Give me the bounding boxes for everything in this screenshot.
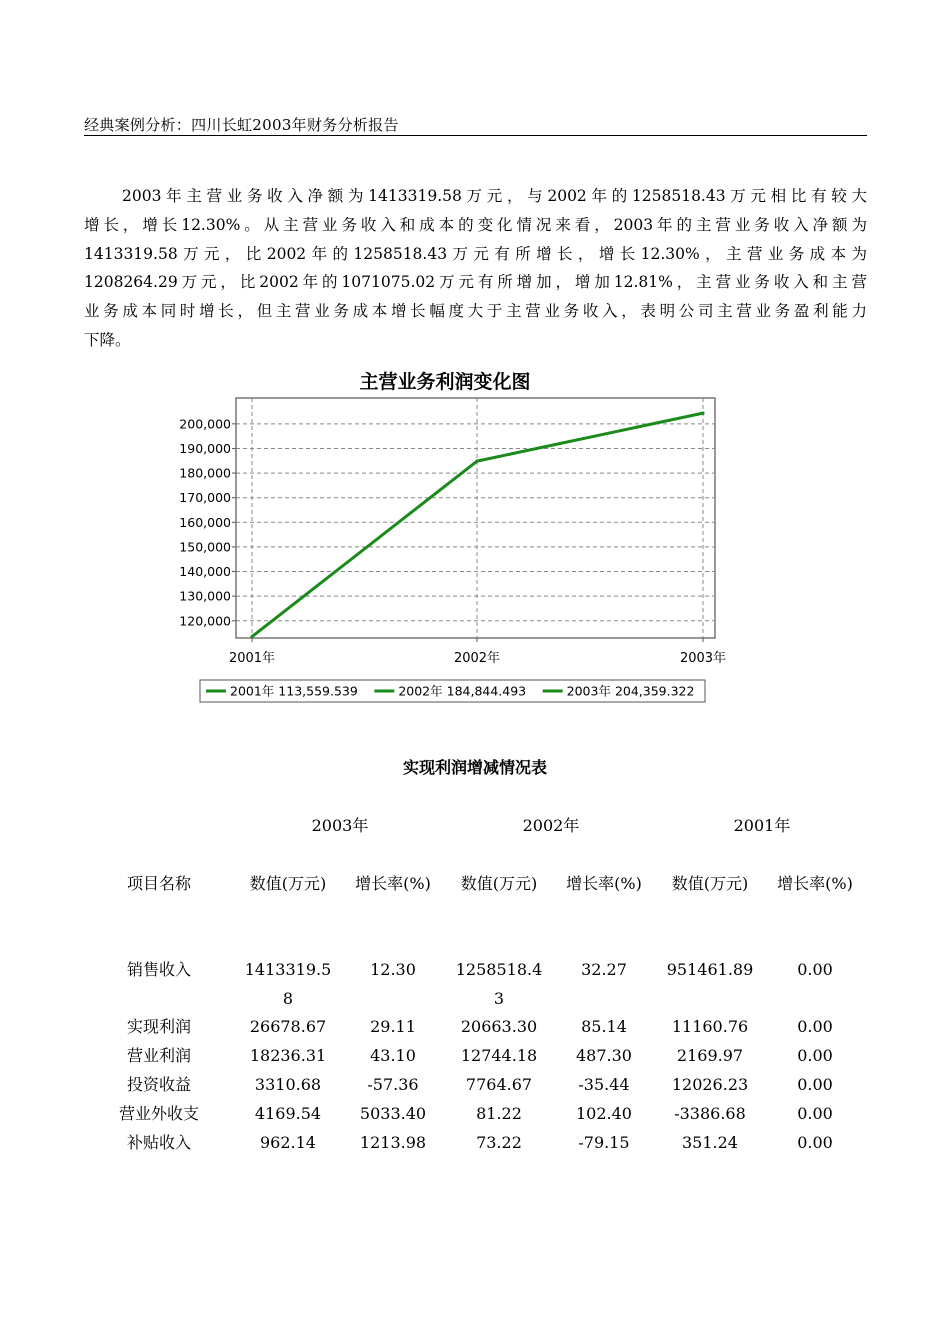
table-cell: 11160.76: [671, 1017, 749, 1036]
table-cell: 20663.30: [460, 1017, 538, 1036]
y-tick-label: 150,000: [179, 539, 231, 555]
table-cell: 1258518.43: [455, 960, 543, 1008]
legend-entry: 2001年 113,559.539: [230, 683, 358, 699]
table-cell-item: 实现利润: [126, 1017, 191, 1036]
table-cell: 0.00: [797, 1046, 833, 1065]
table-cell: 951461.89: [666, 960, 754, 979]
table-cell: 962.14: [260, 1133, 316, 1152]
y-tick-label: 130,000: [179, 588, 231, 604]
table-cell: -3386.68: [674, 1104, 746, 1123]
y-tick-label: 170,000: [179, 490, 231, 506]
y-tick-label: 200,000: [179, 416, 231, 432]
table-title: 实现利润增减情况表: [402, 758, 547, 777]
table-cell: 3310.68: [254, 1075, 322, 1094]
table-cell: 43.10: [370, 1046, 416, 1065]
y-tick-label: 160,000: [179, 514, 231, 530]
table-cell: 12026.23: [671, 1075, 749, 1094]
legend-entry: 2003年 204,359.322: [566, 683, 695, 699]
y-tick-label: 120,000: [179, 613, 231, 629]
table-cell: 29.11: [370, 1017, 416, 1036]
paragraph-line: 增长，增长12.30%。从主营业务收入和成本的变化情况来看，2003年的主营业务收入净额为: [84, 215, 867, 234]
header-divider: [84, 135, 867, 136]
table-cell: 1413319.58: [244, 960, 332, 1008]
table-cell: 0.00: [797, 1104, 833, 1123]
x-tick-label: 2003年: [679, 651, 727, 666]
table-cell: 85.14: [581, 1017, 627, 1036]
paragraph-line: 下降。: [84, 330, 131, 349]
y-tick-label: 180,000: [179, 465, 231, 481]
table-cell-item: 营业外收支: [118, 1104, 199, 1123]
table-cell: 18236.31: [249, 1046, 327, 1065]
table-cell: 102.40: [576, 1104, 632, 1123]
data-point: [701, 412, 704, 415]
table-cell-item: 营业利润: [126, 1046, 191, 1065]
paragraph-line: 业务成本同时增长，但主营业务成本增长幅度大于主营业务收入，表明公司主营业务盈利能力: [84, 302, 867, 321]
table-cell: 5033.40: [359, 1104, 427, 1123]
table-cell: 0.00: [797, 1075, 833, 1094]
column-header-growth: 增长率(%): [355, 874, 431, 893]
legend-entry: 2002年 184,844.493: [398, 683, 527, 699]
table-cell: 351.24: [682, 1133, 738, 1152]
table-cell: 12.30: [370, 960, 416, 979]
column-header-growth: 增长率(%): [566, 874, 642, 893]
plot-area: [236, 398, 715, 638]
analysis-paragraph: [84, 182, 867, 355]
table-cell: 487.30: [576, 1046, 632, 1065]
page-header-title: 经典案例分析：四川长虹2003年财务分析报告: [84, 116, 399, 134]
year-header-2003: 2003年: [311, 816, 369, 835]
chart-title: 主营业务利润变化图: [359, 371, 531, 393]
table-cell: 32.27: [581, 960, 627, 979]
table-cell-item: 投资收益: [126, 1075, 191, 1094]
data-point: [250, 635, 253, 638]
table-cell: 2169.97: [676, 1046, 744, 1065]
paragraph-line: 1413319.58万元，比2002年的1258518.43万元有所增长，增长12.30%，主营业务成本为: [84, 244, 867, 263]
column-header-growth: 增长率(%): [777, 874, 853, 893]
column-header-value: 数值(万元): [249, 874, 327, 893]
table-cell: 1213.98: [359, 1133, 427, 1152]
table-cell: 73.22: [476, 1133, 522, 1152]
paragraph-line: 1208264.29万元，比2002年的1071075.02万元有所增加，增加12.81%，主营业务收入和主营: [84, 273, 867, 292]
table-cell-item: 销售收入: [126, 960, 191, 979]
table-cell: 26678.67: [249, 1017, 327, 1036]
table-cell: 0.00: [797, 960, 833, 979]
profit-line-chart: [175, 360, 735, 710]
x-tick-label: 2001年: [228, 651, 276, 666]
column-header-value: 数值(万元): [671, 874, 749, 893]
table-cell: 12744.18: [460, 1046, 538, 1065]
x-tick-label: 2002年: [453, 651, 501, 666]
table-cell-item: 补贴收入: [126, 1133, 191, 1152]
column-header-item-name: 项目名称: [126, 874, 191, 893]
y-tick-label: 140,000: [179, 564, 231, 580]
column-header-value: 数值(万元): [460, 874, 538, 893]
paragraph-line: 2003年主营业务收入净额为1413319.58万元，与2002年的1258518.43万元相比有较大: [122, 187, 867, 205]
table-cell: 0.00: [797, 1017, 833, 1036]
year-header-2002: 2002年: [522, 816, 580, 835]
table-cell: 7764.67: [465, 1075, 533, 1094]
y-tick-label: 190,000: [179, 440, 231, 456]
table-cell: -57.36: [367, 1075, 419, 1094]
table-cell: -79.15: [578, 1133, 630, 1152]
table-cell: 81.22: [476, 1104, 522, 1123]
table-cell: -35.44: [578, 1075, 630, 1094]
table-cell: 0.00: [797, 1133, 833, 1152]
table-cell: 4169.54: [254, 1104, 322, 1123]
data-point: [475, 460, 478, 463]
year-header-2001: 2001年: [733, 816, 791, 835]
